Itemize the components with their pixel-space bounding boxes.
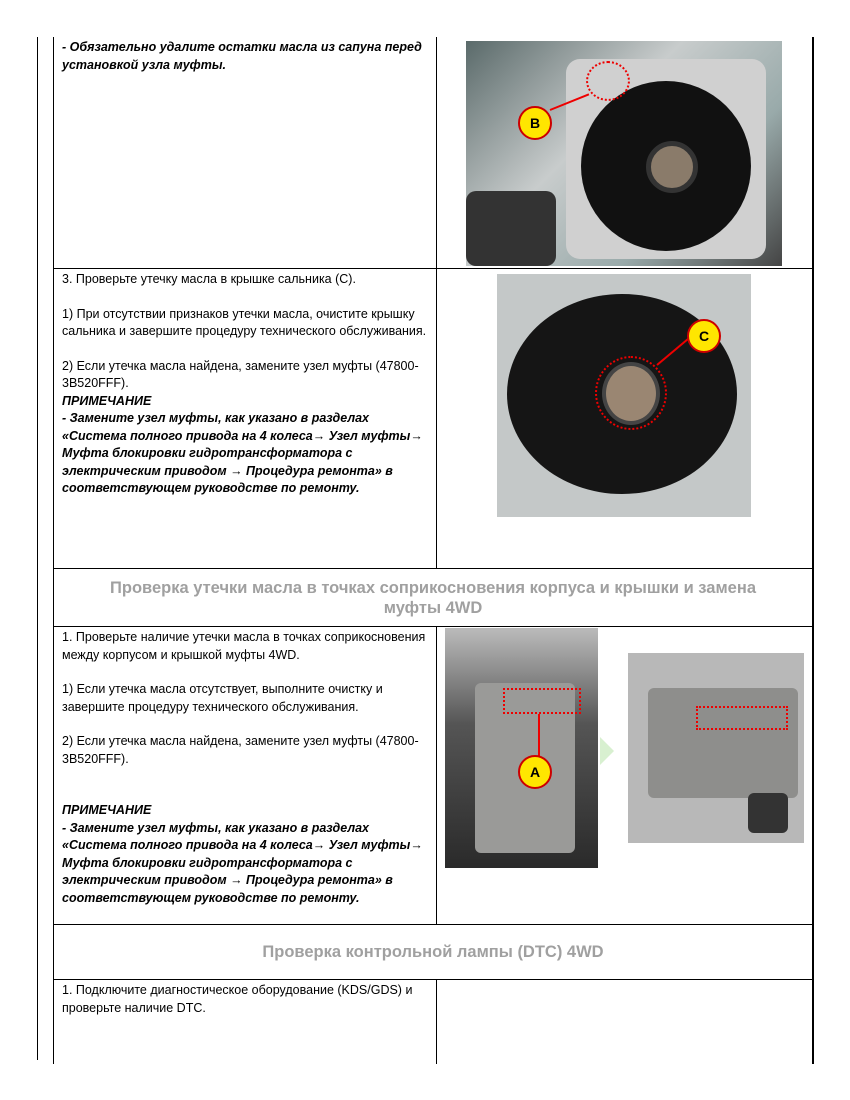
section-heading bbox=[54, 569, 812, 627]
section-title: Проверка контрольной лампы (DTC) 4WD bbox=[262, 943, 604, 961]
margin-line bbox=[37, 37, 38, 1060]
marker-a: A bbox=[518, 755, 552, 789]
step-text: 3. Проверьте утечку масла в крышке сальника (C). bbox=[62, 272, 356, 286]
image-cell bbox=[437, 627, 812, 924]
text-cell bbox=[54, 627, 437, 924]
table-row bbox=[54, 269, 812, 569]
marker-b: B bbox=[518, 106, 552, 140]
image-cell bbox=[437, 269, 812, 568]
marker-c: C bbox=[687, 319, 721, 353]
section-title: Проверка утечки масла в точках соприкосновения корпуса и крышки и замена муфты 4WD bbox=[110, 578, 756, 617]
substep-1: 1) Если утечка масла отсутствует, выполните очистку и завершите процедуру технического обслуживания. bbox=[62, 682, 383, 714]
clutch-cover-photo bbox=[466, 41, 782, 266]
text-cell bbox=[54, 980, 437, 1064]
text-cell bbox=[54, 269, 437, 568]
table-row bbox=[54, 37, 812, 269]
substep-2: 2) Если утечка масла найдена, замените узел муфты (47800-3B520FFF). bbox=[62, 734, 419, 766]
table-row bbox=[54, 627, 812, 925]
text-cell bbox=[54, 37, 437, 268]
substep-2: 2) Если утечка масла найдена, замените узел муфты (47800-3B520FFF). bbox=[62, 358, 419, 390]
image-cell bbox=[437, 980, 812, 1064]
note-title: ПРИМЕЧАНИЕ bbox=[62, 393, 152, 408]
note-title: ПРИМЕЧАНИЕ bbox=[62, 803, 152, 817]
procedure-table bbox=[53, 37, 814, 1064]
seal-cover-photo bbox=[497, 274, 751, 517]
substep-1: 1) При отсутствии признаков утечки масла, очистите крышку сальника и завершите процедуру технического обслуживания. bbox=[62, 306, 427, 338]
section-heading bbox=[54, 925, 812, 980]
image-cell bbox=[437, 37, 812, 268]
note-text: - Замените узел муфты, как указано в разделах «Система полного привода на 4 колеса→ Узел муфты→ Муфта блокировки гидротрансформатора с электрическим приводом → Процедура ремонта» в соответствующем руководстве по ремонту. bbox=[62, 820, 423, 905]
table-row bbox=[54, 980, 812, 1064]
right-arrow-icon bbox=[600, 737, 614, 765]
step-text: 1. Подключите диагностическое оборудование (KDS/GDS) и проверьте наличие DTC. bbox=[62, 983, 413, 1015]
step-text: 1. Проверьте наличие утечки масла в точках соприкосновения между корпусом и крышкой муфты 4WD. bbox=[62, 630, 426, 662]
clutch-installed-photo bbox=[445, 628, 598, 868]
note-text: - Замените узел муфты, как указано в разделах «Система полного привода на 4 колеса→ Узел муфты→ Муфта блокировки гидротрансформатора с электрическим приводом → Процедура ремонта» в соответствующем руководстве по ремонту. bbox=[62, 411, 423, 495]
clutch-removed-photo bbox=[628, 653, 804, 843]
note-text: - Обязательно удалите остатки масла из сапуна перед установкой узла муфты. bbox=[62, 40, 422, 72]
